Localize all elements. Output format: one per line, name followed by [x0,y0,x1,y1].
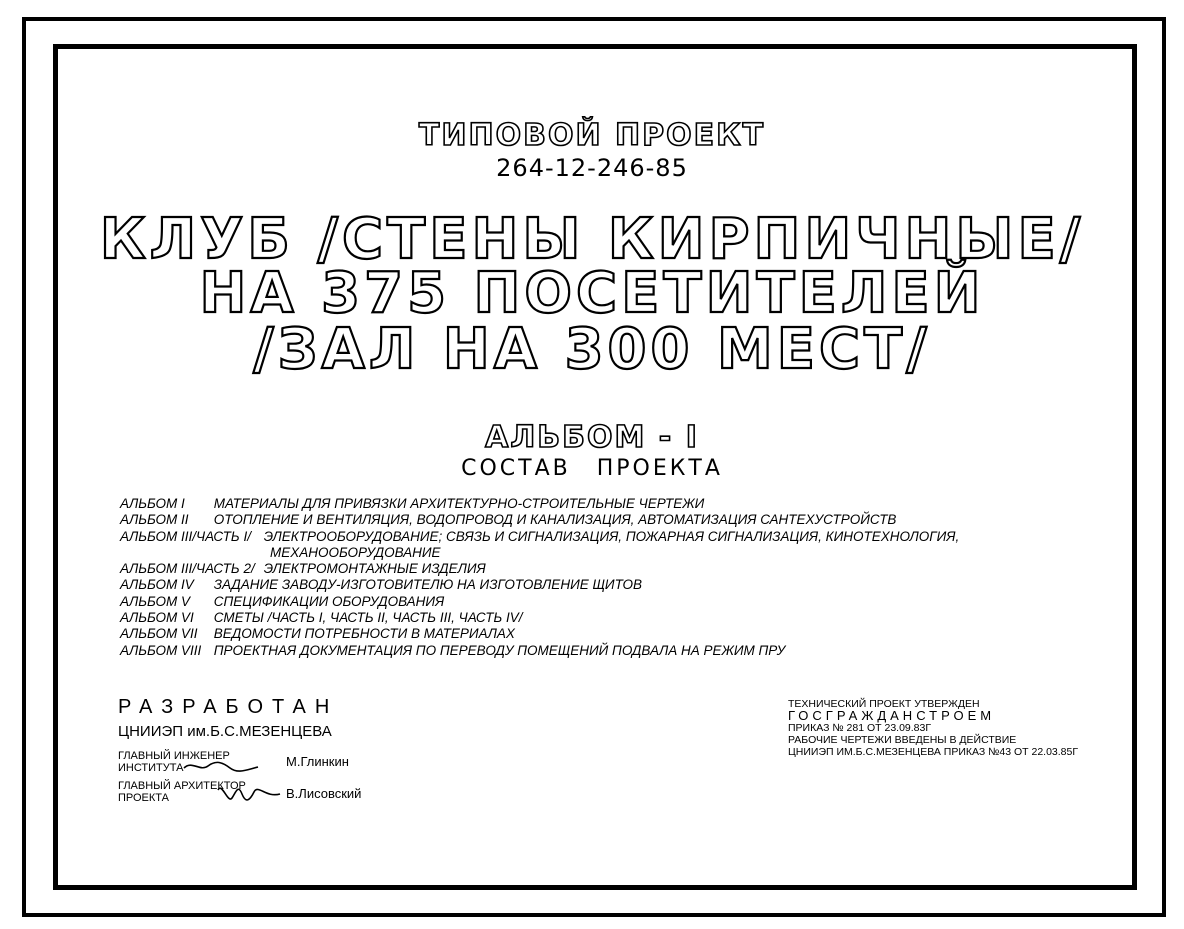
list-item [120,512,1040,528]
approval-line: ГОСГРАЖДАНСТРОЕМ [788,708,996,723]
chief-engineer-role: ГЛАВНЫЙ ИНЖЕНЕР [118,750,230,762]
album-code: АЛЬБОМ V [120,593,191,609]
album-description: ВЕДОМОСТИ ПОТРЕБНОСТИ В МАТЕРИАЛАХ [213,626,515,642]
approval-line: ПРИКАЗ № 281 ОТ 23.09.83Г [788,722,932,734]
approval-line: ТЕХНИЧЕСКИЙ ПРОЕКТ УТВЕРЖДЕН [788,698,980,710]
album-code: АЛЬБОМ III/ЧАСТЬ I/ [120,528,251,544]
list-item [120,643,1040,659]
list-item [120,594,1040,610]
staff-list [118,750,418,804]
album-code: АЛЬБОМ IV [120,577,194,593]
album-description: ЭЛЕКТРОМОНТАЖНЫЕ ИЗДЕЛИЯ [263,561,486,577]
list-item [120,529,1040,545]
chief-engineer-name: М.Глинкин [286,754,349,769]
title-line-3: /ЗАЛ НА 300 МЕСТ/ [253,317,931,382]
developer-block [118,696,418,804]
chief-architect-role-2: ПРОЕКТА [118,792,169,804]
album-code: АЛЬБОМ VII [120,626,198,642]
developer-organization: ЦНИИЭП им.Б.С.МЕЗЕНЦЕВА [118,723,332,740]
chief-architect-role: ГЛАВНЫЙ АРХИТЕКТОР [118,780,246,792]
album-title: АЛЬБОМ - I [485,420,699,455]
list-item [120,496,1040,512]
album-list [120,496,1040,659]
developer-heading: РАЗРАБОТАН [118,696,339,718]
approval-line: РАБОЧИЕ ЧЕРТЕЖИ ВВЕДЕНЫ В ДЕЙСТВИЕ [788,734,1017,746]
album-code: АЛЬБОМ VI [120,610,194,626]
album-code: АЛЬБОМ VIII [120,642,202,658]
title-line-2: НА 375 ПОСЕТИТЕЛЕЙ [199,261,985,326]
project-type-heading: ТИПОВОЙ ПРОЕКТ [418,118,766,153]
list-item [120,577,1040,593]
list-item [120,610,1040,626]
album-description: МАТЕРИАЛЫ ДЛЯ ПРИВЯЗКИ АРХИТЕКТУРНО-СТРОИТЕЛЬНЫЕ ЧЕРТЕЖИ [213,496,705,511]
chief-architect-name: В.Лисовский [286,786,362,801]
album-code: АЛЬБОМ II [120,512,189,528]
album-description: МЕХАНООБОРУДОВАНИЕ [270,544,441,560]
album-code: АЛЬБОМ I [120,496,185,511]
list-item [120,545,1040,561]
title-line-1: КЛУБ /СТЕНЫ КИРПИЧНЫЕ/ [99,207,1085,272]
album-description: СПЕЦИФИКАЦИИ ОБОРУДОВАНИЯ [213,593,445,609]
album-code: АЛЬБОМ III/ЧАСТЬ 2/ [120,561,255,577]
list-item [120,626,1040,642]
approval-line: ЦНИИЭП ИМ.Б.С.МЕЗЕНЦЕВА ПРИКАЗ №43 ОТ 22.03.85Г [788,746,1079,758]
album-description: ЗАДАНИЕ ЗАВОДУ-ИЗГОТОВИТЕЛЮ НА ИЗГОТОВЛЕНИЕ ЩИТОВ [213,577,643,593]
album-description: ОТОПЛЕНИЕ И ВЕНТИЛЯЦИЯ, ВОДОПРОВОД И КАНАЛИЗАЦИЯ, АВТОМАТИЗАЦИЯ САНТЕХУСТРОЙСТВ [213,512,897,528]
album-description: ПРОЕКТНАЯ ДОКУМЕНТАЦИЯ ПО ПЕРЕВОДУ ПОМЕЩЕНИЙ ПОДВАЛА НА РЕЖИМ ПРУ [213,642,786,658]
chief-architect-row [118,780,418,804]
album-description: ЭЛЕКТРООБОРУДОВАНИЕ; СВЯЗЬ И СИГНАЛИЗАЦИЯ, ПОЖАРНАЯ СИГНАЛИЗАЦИЯ, КИНОТЕХНОЛОГИЯ, [263,528,960,544]
composition-heading: СОСТАВ ПРОЕКТА [461,456,723,481]
approval-block [788,698,1078,758]
signature-icon [214,780,284,808]
chief-engineer-role-2: ИНСТИТУТА [118,762,184,774]
project-code: 264-12-246-85 [496,154,688,182]
list-item [120,561,1040,577]
chief-engineer-row [118,750,418,774]
signature-icon [182,758,262,774]
album-description: СМЕТЫ /ЧАСТЬ I, ЧАСТЬ II, ЧАСТЬ III, ЧАСТЬ IV/ [213,610,523,626]
